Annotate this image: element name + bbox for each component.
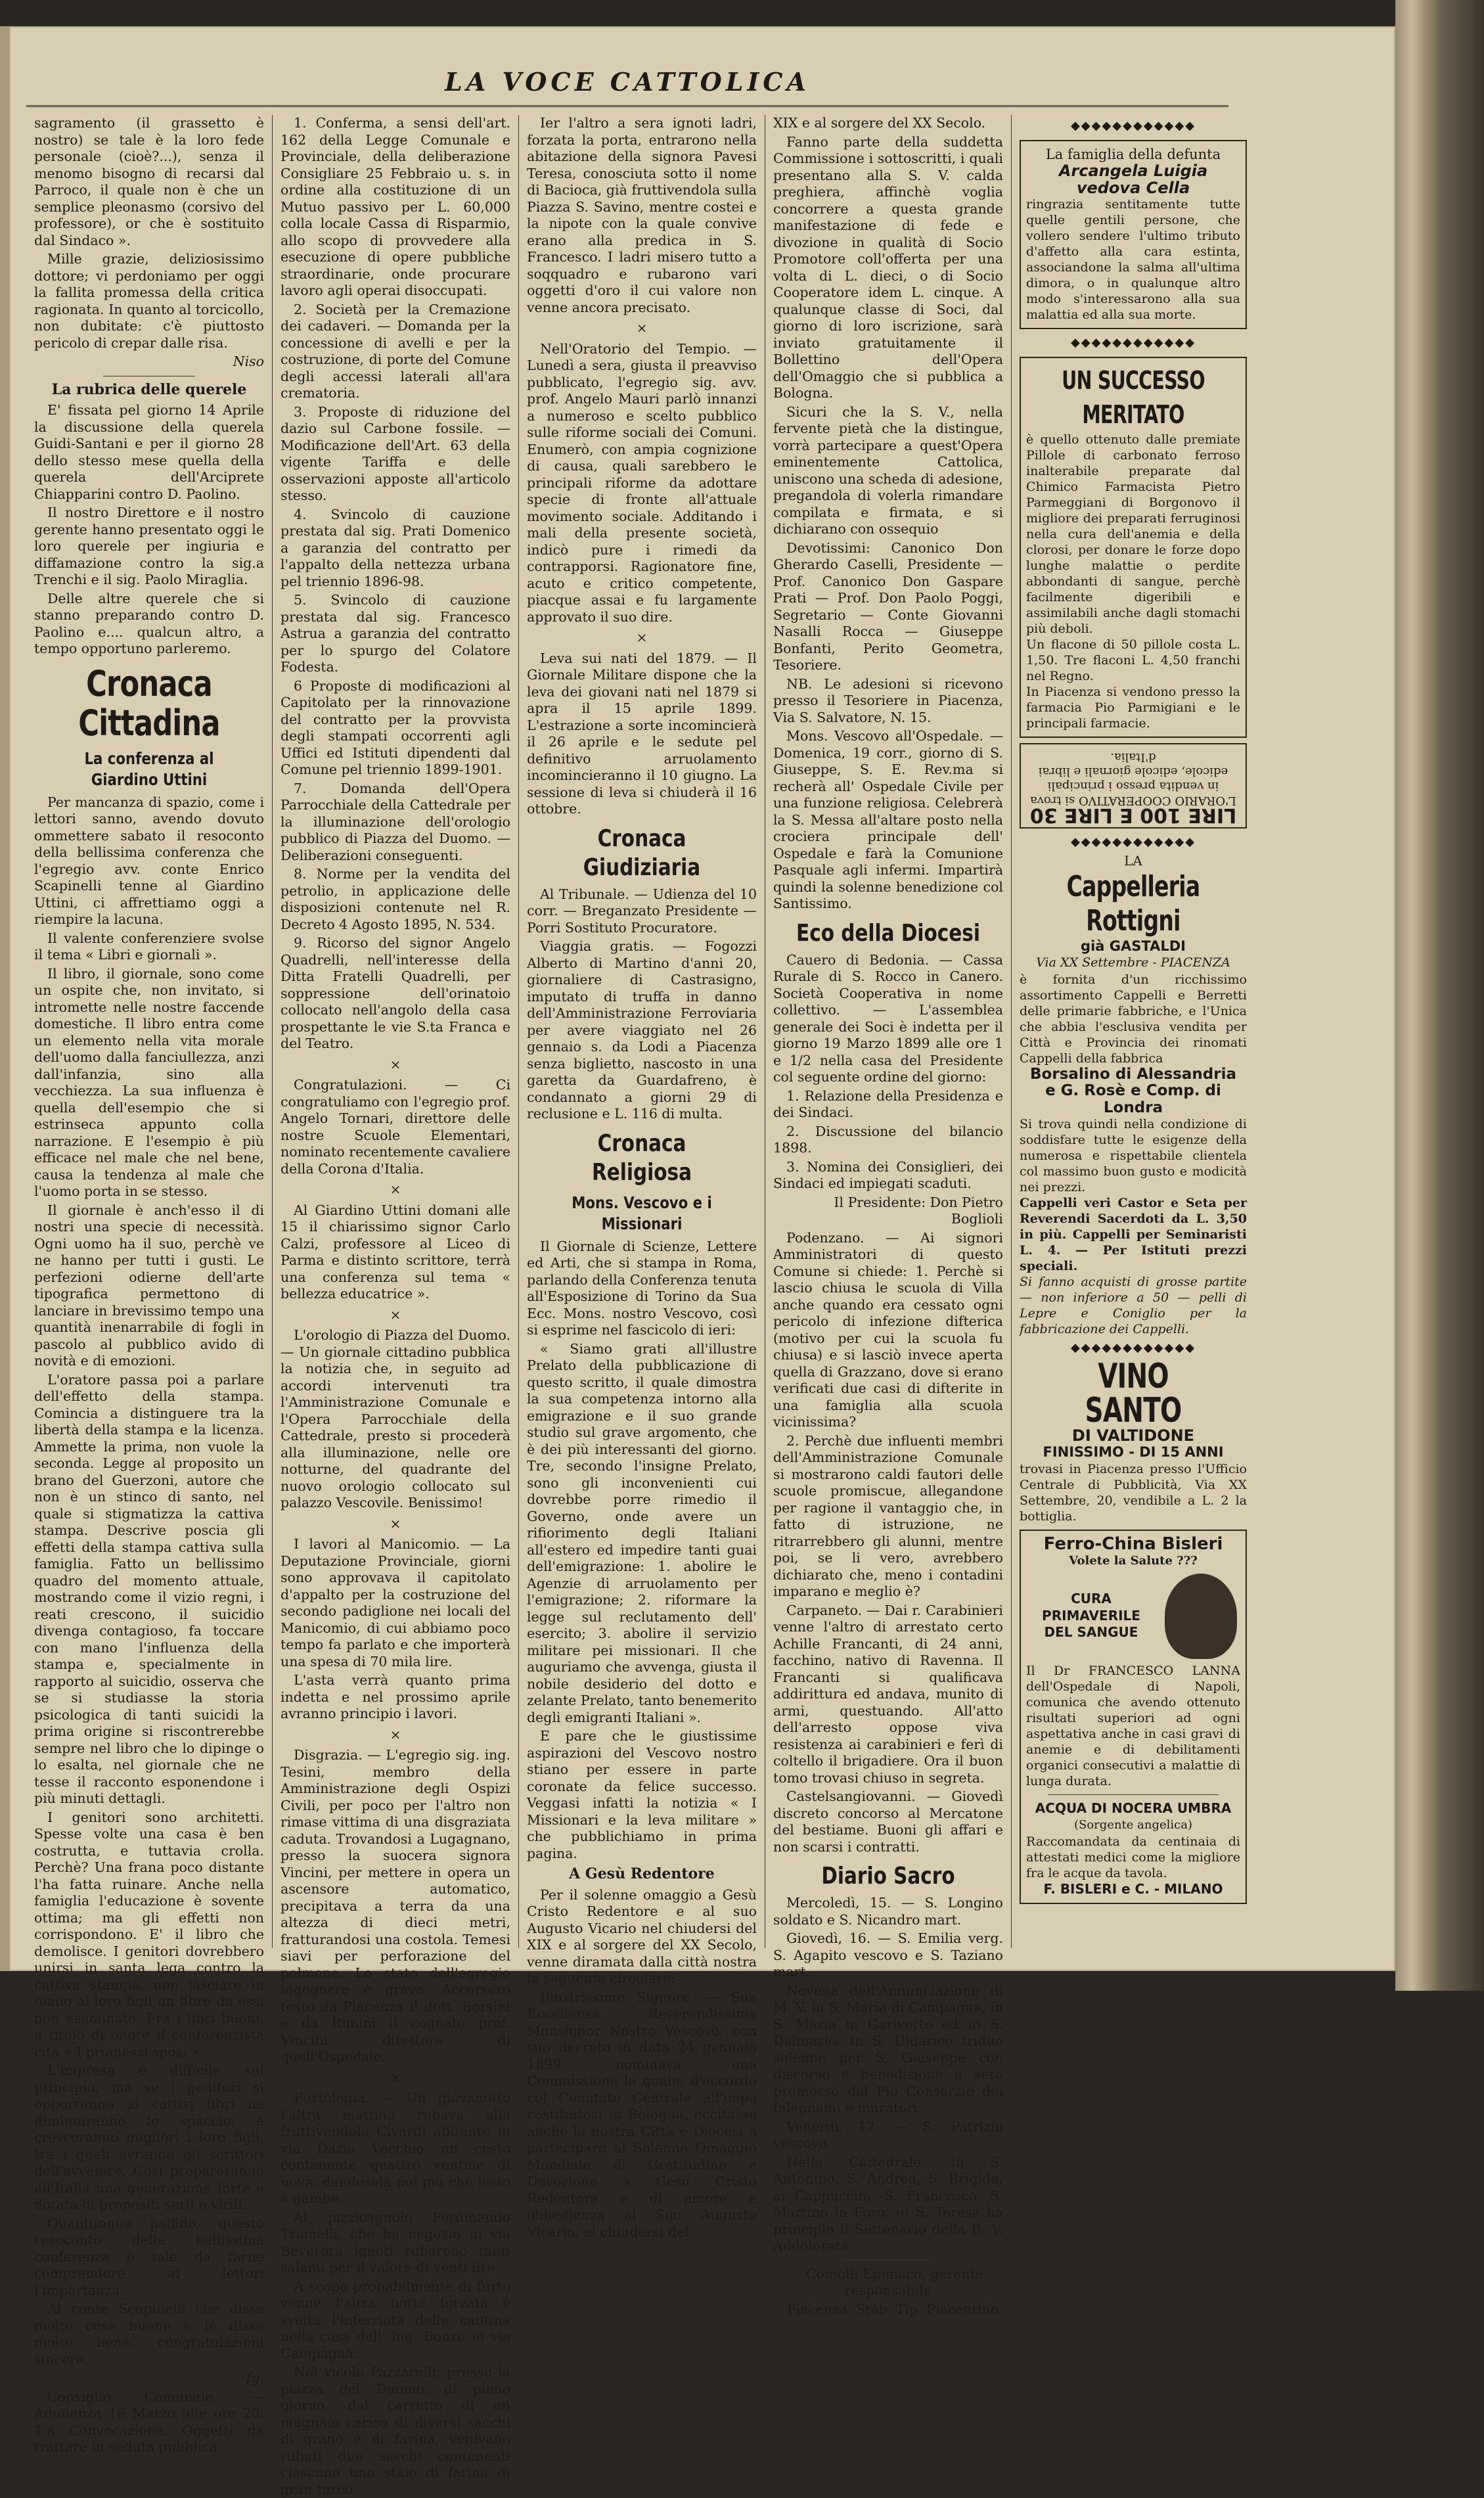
separator-mark: × (636, 320, 648, 336)
paragraph: Giovedì, 16. — S. Emilia verg. S. Agapito vescovo e S. Taziano mart. (773, 1930, 1003, 1980)
obituary-text: ringrazia sentitamente tutte quelle gentili persone, che vollero sendere l'ultimo tributo d'affetto alla cara estinta, associandone la salma all'ultima dimora, o in qualunque altro modo s'interessarono alla sua malattia ed alla sua morte. (1026, 197, 1240, 322)
ad-bisleri-testimonial: Il Dr FRANCESCO LANNA dell'Ospedale di Napoli, comunica che avendo ottenuto risultati superiori ad ogni aspettativa anche in casi gravi di anemie e di debilitamenti organici consecutivi a malattie di lunga durata. (1026, 1663, 1240, 1788)
agenda-item: 4. Svincolo di cauzione prestata dal sig. Prati Domenico a garanzia del contratto per l'appalto della nettezza urbana pel triennio 1896-98. (281, 506, 510, 589)
column-1 (26, 115, 273, 2455)
paragraph: Al conte Scapinelli che disse molte cose buone e le disse molto bene, congratulazioni sincere. (34, 2301, 264, 2367)
paragraph: sagramento (il grassetto è nostro) se tale è la loro fede personale (cioè?...), senza il menomo bisogno di recarsi dal Parroco, il quale non è che un semplice pleonasmo (corsivo del professore), or che è sostituito dal Sindaco ». (34, 115, 264, 248)
ad-wine-text: trovasi in Piacenza presso l'Ufficio Centrale di Pubblicità, Via XX Settembre, 20, vendibile a L. 2 la bottiglia. (1020, 1461, 1247, 1524)
column-4 (765, 115, 1012, 2317)
paragraph: Cauero di Bedonia. — Cassa Rurale di S. Rocco in Canero. Società Cooperativa in nome collettivo. — L'assemblea generale dei Soci è indetta per il giorno 19 Marzo 1899 alle ore 1 e 1/2 nella casa del Presidente col seguente ordine del giorno: (773, 951, 1003, 1085)
paragraph: Castelsangiovanni. — Giovedì discreto concorso al Mercatone del bestiame. Buoni gli affari e non scarsi i contratti. (773, 1788, 1003, 1855)
paragraph: Mille grazie, deliziosissimo dottore; vi perdoniamo per oggi la fallita promessa della critica ragionata. In quanto al torcicollo, non dubitate: c'è piuttosto pericolo di crepar dalle risa. (34, 251, 264, 351)
subheading: La rubrica delle querele (51, 380, 247, 398)
separator-mark: × (636, 629, 648, 645)
ad-bisleri-head: Ferro-China Bisleri (1043, 1533, 1223, 1554)
ornament: ◆◆◆◆◆◆◆◆◆◆◆◆ (1070, 834, 1196, 849)
ad-hats-note: Si fanno acquisti di grosse partite — non inferiore a 50 — pelli di Lepre e Coniglio per la fabbricazione dei Cappelli. (1020, 1275, 1247, 1336)
section-heading: Eco della Diocesi (796, 919, 980, 947)
paragraph: Il giornale è anch'esso il di nostri una specie di necessità. Ogni uomo ha il suo, perchè ve ne hanno per tutti i gusti. Le perfezioni odierne dell'arte tipografica permettono di lanciare in brevissimo tempo una quantità inenarrabile di fogli in pascolo al pubblico avido di novità e di emozioni. (34, 1202, 264, 1369)
masthead-title: LA VOCE CATTOLICA (445, 67, 810, 97)
ad-hats-prices: Cappelli veri Castor e Seta per Reverendi Sacerdoti da L. 3,50 in più. Cappelli per Seminaristi L. 4. — Per Istituti prezzi speciali. (1020, 1196, 1247, 1273)
paragraph: Leva sui nati del 1879. — Il Giornale Militare dispone che la leva dei giovani nati nel 1879 si apra il 15 aprile 1899. L'estrazione a sorte incomincierà il 26 aprile e le sedute pel definitivo arruolamento incomincieranno il 10 giugno. La sessione di leva si chiuderà il 16 ottobre. (527, 650, 757, 817)
ad-hats (1020, 853, 1247, 1337)
ad-pills-text: è quello ottenuto dalle premiate Pillole di carbonato ferroso inalterabile preparate dal Chimico Farmacista Pietro Parmeggiani di Borgonovo il migliore dei preparati ferruginosi nella cura dell'anemia e della clorosi, per donare le forze dopo lunghe malattie o perdite abbondanti di sangue, perchè facilmente digeribili e assimilabili anche dagli stomachi più deboli. (1026, 432, 1240, 636)
imprint: Piacenza. Stab. Tip. Piacentino. (786, 2301, 1003, 2317)
ad-wine-sub: DI VALTIDONE (1071, 1426, 1195, 1445)
separator-mark: × (390, 1056, 401, 1072)
paragraph: 2. Discussione del bilancio 1898. (773, 1123, 1003, 1156)
ad-hats-brand: e G. Rosè e Comp. di Londra (1045, 1082, 1221, 1116)
paragraph: Ier l'altro a sera ignoti ladri, forzata la porta, entrarono nella abitazione della signora Pavesi Teresa, conosciuta sotto il nome di Bacioca, già fruttivendola sulla Piazza S. Savino, mentre costei e la nipote con la quale convive erano alla predica in S. Francesco. I ladri misero tutto a soqquadro e rubarono vari oggetti d'oro il cui valore non venne ancora precisato. (527, 115, 757, 315)
ad-orario (1020, 743, 1247, 829)
section-heading: Cronaca Giudiziaria (583, 825, 701, 881)
divider (842, 2260, 934, 2261)
agenda-item: 2. Società per la Cremazione dei cadaveri. — Domanda per la concessione di avelli e per la costruzione, di porte del Comune degli accessi laterali all'ara crematoria. (281, 301, 510, 401)
paragraph: Il valente conferenziere svolse il tema « Libri e giornali ». (34, 930, 264, 963)
paragraph: Nel vicolo Pazzarelli, presso la piazza del Duomo, di pieno giorno, dal carretto di un mugnaio carico di diversi sacchi di grano e di farina, venivano rubati due sacchi contenenti ciascuno uno staio di farina di gran turco. (281, 2364, 510, 2497)
masthead (26, 59, 1228, 107)
paragraph: 2. Perchè due influenti membri dell'Amministrazione Comunale si mostrarono caldi fautori delle scuole promiscue, allegandone per ragione il vantaggio che, in fatto di istruzione, ne ritrarrebbero gli alunni, mentre poi, se li vero, avrebbero dichiarato che, meno i contadini imparano e meglio è? (773, 1432, 1003, 1599)
ad-pills-where: In Piacenza si vendono presso la farmacia Pio Parmigiani e le principali farmacie. (1026, 684, 1240, 731)
page-left-edge (0, 26, 9, 1971)
article-heading: Mons. Vescovo e i Missionari (572, 1192, 712, 1233)
signature: Il Presidente: Don Pietro Boglioli (834, 1194, 1003, 1227)
ad-water-head: ACQUA DI NOCERA UMBRA (1035, 1800, 1232, 1816)
ad-orario-text: L'ORARIO COOPERATIVO si trova in vendita presso i principali edicole, edicole giornali e librai d'Italia. (1029, 750, 1237, 807)
ad-water-sub: (Sorgente angelica) (1073, 1818, 1193, 1832)
paragraph: A scopo probabilmente di furto venne l'altra notte forzata e svelta l'inferriata della cantina nella casa dell' ing. Bonzè in via Campagna. (281, 2278, 510, 2361)
separator-mark: × (390, 1306, 401, 1323)
ad-hats-la: LA (1124, 853, 1142, 869)
obituary-box (1020, 140, 1247, 330)
paragraph: Fanno parte della suddetta Commissione i sottoscritti, i quali presentano alla S. V. calda preghiera, affinchè voglia concorrere a questa grande manifestazione di fede e divozione in qualità di Socio Promotore coll'offerta per una volta di L. dieci, o di Socio Cooperatore idem L. cinque. A qualunque classe di Soci, dal giorno di loro iscrizione, sarà inviato gratuitamente il Bollettino dell'Opera dell'Omaggio che si pubblica a Bologna. (773, 133, 1003, 401)
subheading: A Gesù Redentore (569, 1865, 715, 1882)
agenda-item: 6 Proposte di modificazioni al Capitolato per la rinnovazione del contratto per la provvista degli stampati occorrenti agli Uffici ed Istituti dipendenti dal Comune pel triennio 1899-1901. (281, 677, 510, 777)
ornament: ◆◆◆◆◆◆◆◆◆◆◆◆ (1070, 336, 1196, 350)
agenda-item: 7. Domanda dell'Opera Parrocchiale della Cattedrale per la illuminazione dell'orologio pubblico di Piazza del Duomo. — Deliberazioni conseguenti. (281, 780, 510, 863)
paragraph: L'asta verrà quanto prima indetta e nel prossimo aprile avranno principio i lavori. (281, 1672, 510, 1721)
ad-pills-head: UN SUCCESSO MERITATO (1062, 365, 1205, 429)
paragraph: Al Giardino Uttini domani alle 15 il chiarissimo signor Carlo Calzi, professore al Liceo di Parma e distinto scrittore, terrà una conferenza sul tema « bellezza educatrice ». (281, 1202, 510, 1302)
paragraph: Al Tribunale. — Udienza del 10 corr. — Breganzato Presidente — Porri Sostituto Procuratore. (527, 886, 757, 936)
paragraph: « Siamo grati all'illustre Prelato della pubblicazione di questo scritto, il quale dimostra la sua competenza intorno alla emigrazione e il suo grande studio sul grave argomento, che è dei più interessanti del giorno. Tre, secondo l'insigne Prelato, sono gli inconvenienti cui dovrebbe porre rimedio il Governo, onde avere un rifiorimento degli Italiani all'estero ed impedire tanti guai dell'emigrazione: 1. abolire le Agenzie di arruolamento per l'emigrazione; 2. riformare la legge sul reclutamento dell' esercito; 3. abolire il servizio militare pei missionari. Il che auguriamo che avvenga, giusta il nobile desiderio del dotto e zelante Prelato, tanto benemerito degli emigranti Italiani ». (527, 1340, 757, 1725)
paragraph: NB. Le adesioni si ricevono presso il Tesoriere in Piacenza, Via S. Salvatore, N. 15. (773, 675, 1003, 725)
paragraph: Nella Cattedrale, in S. Antonino, S. Andrea, S. Brigida, ai Cappuccini, S. Francesco, S. Martino in Foro, in S. Teresa ha principio il Settenario della B. V. Addolorata. (773, 2154, 1003, 2254)
imprint: Comolli Epimaco, gerente responsabile (806, 2265, 983, 2298)
ad-orario-head: LIRE 100 E LIRE 30 (1029, 803, 1237, 827)
paragraph: Il Giornale di Scienze, Lettere ed Arti, che si stampa in Roma, parlando della Conferenza tenuta all'Esposizione di Torino da Sua Ecc. Mons. nostro Vescovo, così si esprime nel fascicolo di ieri: (527, 1238, 757, 1338)
ad-bisleri-tag: Volete la Salute ??? (1069, 1554, 1198, 1568)
lion-bottle-illustration (1161, 1574, 1240, 1659)
paragraph: Delle altre querele che si stanno preparando contro D. Paolino e.... qualcun altro, a tempo opportuno parleremo. (34, 590, 264, 656)
ad-hats-head: Cappelleria Rottigni (1066, 869, 1200, 938)
ad-hats-brand: Borsalino di Alessandria (1030, 1065, 1236, 1083)
columns (26, 115, 1255, 2497)
paragraph: Furtologia. — Un giovanotto l'altra mattina rubava alla fruttivendola Civardi abitante in via Dazio Vecchio un cesto contenente quattro ventine di uova, dandosela poi più che lesto a gambe. (281, 2090, 510, 2206)
ad-wine-sub2: FINISSIMO - DI 15 ANNI (1043, 1444, 1224, 1460)
paragraph: L'orologio di Piazza del Duomo. — Un giornale cittadino pubblica la notizia che, in seguito ad accordi intervenuti tra l'Amministrazione Comunale e l'Opera Parrocchiale della Cattedrale, presto si procederà alla illuminazione, nelle ore notturne, del quadrante del nuovo orologio collocato sul palazzo Vescovile. Benissimo! (281, 1327, 510, 1510)
paragraph: Mons. Vescovo all'Ospedale. — Domenica, 19 corr., giorno di S. Giuseppe, S. E. Rev.ma si recherà all' Ospedale Civile per una funzione religiosa. Celebrerà la S. Messa all'altare posto nella crociera principale dell' Ospedale e farà la Comunione Pasquale agli infermi. Impartirà quindi la solenne benedizione col Santissimo. (773, 728, 1003, 911)
paragraph: Congratulazioni. — Ci congratuliamo con l'egregio prof. Angelo Tornari, direttore delle nostre Scuole Elementari, nominato recentemente cavaliere della Corona d'Italia. (281, 1077, 510, 1177)
paragraph: L'impresa è difficile sul principio, ma se i genitori si opporranno ai cattivi libri ne diminuiranno lo spaccio, e cresceranno migliori i loro figli, tra i quali avranno gli scrittori dell'avvenire. Così prepareranno all'Italia una generazione forte e dotata di propositi serii e virili. (34, 2062, 264, 2212)
ad-wine-head: VINO SANTO (1085, 1356, 1182, 1430)
paragraph: Consiglio Comunale. — Adunanza 16 Marzo alle ore 20. 1.a Convocazione. Oggetti da trattare in seduta pubblica: (34, 2388, 264, 2455)
ad-wine (1020, 1356, 1247, 1524)
paragraph: Sicuri che la S. V., nella fervente pietà che la distingue, vorrà partecipare a quest'Opera eminentemente Cattolica, uniscono una scheda di adesione, pregandola di volerla rimandare compilata e firmata, e si dichiarano con ossequio (773, 403, 1003, 537)
column-2 (273, 115, 519, 2497)
column-3 (519, 115, 765, 2240)
separator-mark: × (390, 1181, 401, 1197)
ad-pills-price: Un flacone di 50 pillole costa L. 1,50. Tre flaconi L. 4,50 franchi nel Regno. (1026, 637, 1240, 683)
separator-mark: × (390, 1515, 401, 1532)
ad-bisleri-cure: CURA PRIMAVERILE DEL SANGUE (1042, 1591, 1140, 1641)
ornament: ◆◆◆◆◆◆◆◆◆◆◆◆ (1070, 119, 1196, 133)
paragraph: 3. Nomina dei Consiglieri, dei Sindaci ed impiegati scaduti. (773, 1158, 1003, 1191)
ad-hats-sub: già GASTALDI (1081, 938, 1186, 954)
agenda-item: 8. Norme per la vendita del petrolio, in applicazione delle disposizioni contenute nel R. Decreto 4 Agosto 1895, N. 534. (281, 866, 510, 932)
paragraph: E' fissata pel giorno 14 Aprile la discussione della querela Guidi-Santani e per il giorno 28 dello stesso mese quella della querela dell'Arciprete Chiapparini contro D. Paolino. (34, 402, 264, 502)
agenda-item: 3. Proposte di riduzione del dazio sul Carbone fossile. — Modificazione dell'Art. 63 della vigente Tariffa e delle osservazioni apposte all'articolo stesso. (281, 403, 510, 503)
paragraph: Il libro, il giornale, sono come un ospite che, non invitato, si intromette nelle nostre faccende domestiche. Il libro entra come un elemento nella vita morale dell'uomo dalla fanciullezza, anzi dall'infanzia, sino alla vecchiezza. La sua influenza è quella dell'esempio che si estrinseca appunto colla narrazione. E l'esempio è più efficace nel male che nel bene, causa la tendenza al male che l'uomo porta in se stesso. (34, 965, 264, 1199)
paragraph: Nell'Oratorio del Tempio. — Lunedì a sera, giusta il preavviso pubblicato, l'egregio sig. avv. prof. Angelo Mauri parlò innanzi a numeroso e scelto pubblico sulle riforme sociali dei Comuni. Enumerò, con ampia cognizione di causa, quali sarebbero le principali riforme da adottare specie di fronte all'attuale movimento sociale. Additando i mali della presente società, indicò pure i rimedi da contrapporsi. Ragionatore fine, acuto e critico competente, piacque assai e fu largamente approvato il suo dire. (527, 340, 757, 625)
obituary-name: Arcangela Luigia vedova Cella (1058, 162, 1208, 197)
paragraph: I genitori sono architetti. Spesse volte una casa è ben costrutta, e tuttavia crolla. Perchè? Una frana poco distante l'ha fatta ruinare. Anche nella famiglia l'educazione è sovente ottima; ma gli effetti non corrispondono. E' il libro che demolisce. I genitori dovrebbero unirsi in santa lega contro la cattiva stampa, non lasciare in mano ai loro figli un libro da essi non esaminato. Fra i libri buoni, a titolo di onore il conferenzista cita « I promessi sposi ». (34, 1809, 264, 2060)
paragraph: Viaggia gratis. — Fogozzi Alberto di Martino d'anni 20, giornaliere di Castrasigno, imputato di truffa in danno dell'Amministrazione Ferroviaria per avere viaggiato nel 26 gennaio s. da Lodi a Piacenza senza biglietto, nascosto in una garetta da Guardafreno, è condannato a giorni 29 di reclusione e L. 116 di multa. (527, 938, 757, 1122)
paragraph: Il nostro Direttore e il nostro gerente hanno presentato oggi le loro querele per ingiuria e diffamazione contro la sig.a Trenchi e il sig. Paolo Miraglia. (34, 505, 264, 587)
agenda-item: 5. Svincolo di cauzione prestata dal sig. Francesco Astrua a garanzia del contratto per lo spurgo del Colatore Fodesta. (281, 592, 510, 675)
article-heading: La conferenza al Giardino Uttini (84, 748, 214, 789)
paragraph: Per il solenne omaggio a Gesù Cristo Redentore e al suo Augusto Vicario nel chiudersi del XIX e al sorgere del XX Secolo, venne diramata dalla città nostra la seguente circolare: (527, 1886, 757, 1986)
ad-water-text: Raccomandata da centinaia di attestati medici come la migliore fra le acque da tavola. (1026, 1834, 1240, 1880)
signature: Niso (233, 353, 264, 369)
ad-hats-address: Via XX Settembre - PIACENZA (1036, 955, 1230, 970)
page-stack-edge (1395, 0, 1484, 1991)
paragraph: Podenzano. — Ai signori Amministratori di questo Comune si chiede: 1. Perchè si lascio chiusa le scuola di Villa anche quando era cessato ogni pericolo di infezione difterica (motivo per cui la scuola fu chiusa) e si lasciò invece aperta quella di Grazzano, dove si erano verificati due casi di difterite in una famiglia alla scuola vicinissima? (773, 1229, 1003, 1430)
paragraph: XIX e al sorgere del XX Secolo. (773, 115, 986, 131)
paragraph: Al pizzicagnolo Ferdinando Tramelli, che ha negozio in via Beverora ignoti rubarono tanti salami per il valore di venti lire. (281, 2209, 510, 2275)
paragraph: Per mancanza di spazio, come i lettori sanno, avendo dovuto ommettere sabato il resoconto della bellissima conferenza che l'egregio avv. conte Enrico Scapinelli tenne al Giardino Uttini, ci affrettiamo oggi a riempire la lacuna. (34, 794, 264, 927)
paragraph: Illustrissimo Signore. — Sua Eccellenza Reverendissima Monsignor Nostro Vescovo, con suo decreto in data 24 gennaio 1899, nominava una Commissione la quale, d'accordo col Comitato Centrale all'uopo costituitosi in Bologna, eccitasse anche la nostra Città e Diocesi a partecipare al Solenne Omaggio Mondiale di Gratitudine e Devozione a Gesù Cristo Redentore e di amore e obbedienza al Suo Augusto Vicario, al chiudersi del (527, 1989, 757, 2240)
obituary-head: La famiglia della defunta (1045, 146, 1221, 162)
ad-bisleri-maker: F. BISLERI e C. - MILANO (1043, 1880, 1223, 1897)
paragraph: 1. Relazione della Presidenza e dei Sindaci. (773, 1087, 1003, 1120)
paragraph: Carpaneto. — Dai r. Carabinieri venne l'altro di arrestato certo Achille Francanti, di 24 anni, facchino, nativo di Ravenna. Il Francanti si qualificava addirittura ed andava, munito di armi, questuando. All'atto dell'arresto oppose viva resistenza ai carabinieri e ferì di coltello il brigadiere. Ora il buon tomo trovasi chiuso in segreta. (773, 1602, 1003, 1786)
ad-bisleri (1020, 1530, 1247, 1905)
paragraph: Novena dell'Annunciazione di M. V. in S. Maria di Campagna, in S. Maria in Gariverto ed in S. Dalmazio. In S. Uldarico triduo solenne per S. Giuseppe con discorso e benedizione a sera promosso dal Pio Consorzio dei falegnami e muratori. (773, 1982, 1003, 2116)
lion-head-icon (1165, 1574, 1237, 1659)
ad-pills (1020, 357, 1247, 738)
paragraph: Devotissimi: Canonico Don Gherardo Caselli, Presidente — Prof. Canonico Don Gaspare Prati — Prof. Don Paolo Poggi, Segretario — Conte Giovanni Nasalli Rocca — Giuseppe Bonfanti, Perito Geometra, Tesoriere. (773, 539, 1003, 673)
paragraph: Quantunque pallido, questo resoconto della bellissima conferenza è tale da farne comprendere ai lettori l'importanza. (34, 2215, 264, 2298)
separator-mark: × (390, 2069, 401, 2085)
ad-hats-text: Si trova quindi nella condizione di soddisfare tutte le esigenze della numerosa e rispettabile clientela col massimo buon gusto e modicità nei prezzi. (1020, 1117, 1247, 1194)
column-5-ads (1012, 115, 1255, 1948)
paragraph: Disgrazia. — L'egregio sig. ing. Tesini, membro della Amministrazione degli Ospizi Civili, per poco per l'altro non rimase vittima di una disgraziata caduta. Trovandosi a Lugagnano, presso la suocera signora Vincini, per mettere in opera un ascensore automatico, precipitava a terra da una altezza di dieci metri, fratturandosi una costola. Temesi siavi per perforazione del polmone. Lo stato dell'egregio ingegnere è grave. Accorsero tosto da Piacenza il dott. Borsini e da Rimini il cognato prof. Vincini direttore di quell'Ospedale. (281, 1747, 510, 2064)
paragraph: E pare che le giustissime aspirazioni del Vescovo nostro stiano per essere in parte coronate da felice successo. Veggasi infatti la notizia « I Missionari e la leva militare » che pubblichiamo in prima pagina. (527, 1728, 757, 1861)
agenda-item: 1. Conferma, a sensi dell'art. 162 della Legge Comunale e Provinciale, della deliberazione Consigliare 25 Febbraio u. s. in ordine alla costituzione di un Mutuo passivo per L. 60,000 colla locale Cassa di Risparmio, allo scopo di provvedere alla esecuzione di opere pubbliche straordinarie, onde procurare lavoro agli operai disoccupati. (281, 115, 510, 298)
paragraph: Mercoledì, 15. — S. Longino soldato e S. Nicandro mart. (773, 1895, 1003, 1928)
paragraph: Venerdì, 17. — S. Patrizio vescovo. (773, 2118, 1003, 2151)
paragraph: L'oratore passa poi a parlare dell'effetto della stampa. Comincia a distinguere tra la libertà della stampa e la licenza. Ammette la prima, non vuole la seconda. Legge al proposito un brano del Guerzoni, autore che non è un stinco di santo, nel quale si stigmatizza la cattiva stampa. Descrive poscia gli effetti della stampa cattiva sulla famiglia. Fatto un bellissimo quadro del momento attuale, mostrando come il vizio regni, i reati crescono, il suicidio divenga contagioso, fa toccare con mano l'influenza della stampa e, specialmente in rapporto al suicidio, osserva che se si studiasse la storia psicologica di tanti suicidi la prima origine si riscontrerebbe sempre nel libro che lo dipinge o lo esalta, nel giornale che ne tesse il racconto esponendone i più minuti dettagli. (34, 1371, 264, 1806)
ornament: ◆◆◆◆◆◆◆◆◆◆◆◆ (1070, 1341, 1196, 1355)
agenda-item: 9. Ricorso del signor Angelo Quadrelli, nell'interesse della Ditta Fratelli Quadrelli, per soppressione dell'orinatoio collocato nell'angolo della casa prospettante le vie S.ta Franca e del Teatro. (281, 935, 510, 1051)
section-heading: Cronaca Cittadina (78, 662, 220, 744)
paragraph: I lavori al Manicomio. — La Deputazione Provinciale, giorni sono approvava il capitolato d'appalto per la costruzione del secondo padiglione nei locali del Manicomio, di cui abbiamo poco tempo fa parlato e che importerà una spesa di 70 mila lire. (281, 1536, 510, 1669)
signature: fg. (246, 2370, 264, 2386)
ad-hats-text: è fornita d'un ricchissimo assortimento Cappelli e Berretti delle primarie fabbriche, e l'Unica che abbia l'esclusiva vendita per Città e Provincia dei rinomati Cappelli della fabbrica (1020, 972, 1247, 1066)
section-heading: Cronaca Religiosa (591, 1129, 692, 1186)
separator-mark: × (390, 1726, 401, 1742)
section-heading: Diario Sacro (821, 1863, 955, 1890)
divider (1048, 1794, 1219, 1795)
